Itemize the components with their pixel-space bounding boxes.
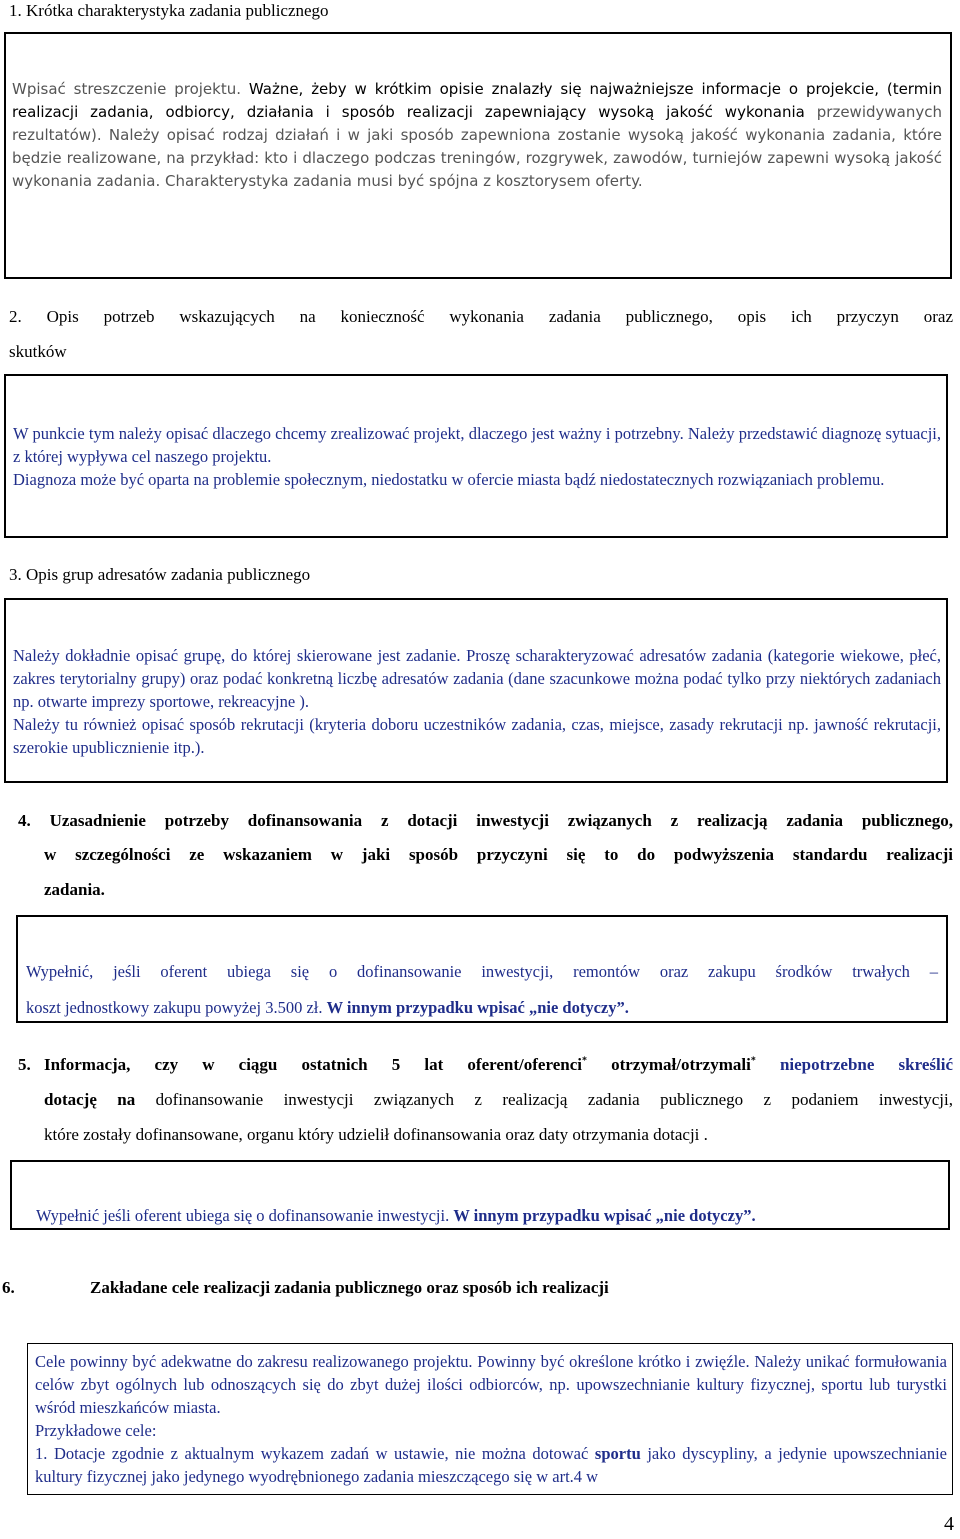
s5-blue-note: niepotrzebne skreślić (755, 1055, 953, 1074)
s6-paragraph-1: Cele powinny być adekwatne do zakresu realizowanego projektu. Powinny być określone krótko i zwięźle. Należy unikać formułowania celów zbyt ogólnych lub odnoszących się do zbyt dużej ilości odbiorców, np. upowszechnianie kultury fizycznej, sportu lub turystki wśród mieszkańców miasta. (35, 1352, 947, 1417)
section-6-text (35, 1350, 947, 1488)
section-6-number: 6. (2, 1278, 15, 1297)
s6-p3-text-c: jako dyscypliny, a jedynie upowszechnianie kultury fizycznej jako jedynego wyodrębnionego zadania mieszczącego się w art.4 w (35, 1444, 947, 1486)
s2-paragraph-1: W punkcie tym należy opisać dlaczego chcemy zrealizować projekt, dlaczego jest ważny i potrzebny. Należy przedstawić diagnozę sytuacji, z której wypływa cel naszego projektu. (13, 424, 941, 466)
section-6-heading: Zakładane cele realizacji zadania publicznego oraz sposób ich realizacji (90, 1278, 609, 1297)
s1-gray-text: przewidywanych rezultatów). Należy opisać rodzaj działań i w jaki sposób zapewniona zostanie wysoką jakość wykonania zadania, które będzie realizowane, na przykład: kto i dlaczego podczas treningów, rozgrywek, zawodów, turniejów zapewni wysoką jakość wykonania zadania. Charakterystyka zadania musi być spójna z kosztorysem oferty. (12, 103, 942, 190)
section-5-heading-line-3: które zostały dofinansowane, organu który udzielił dofinansowania oraz daty otrzymania dotacji . (44, 1125, 708, 1144)
section-3-box[interactable] (4, 598, 948, 783)
section-2-box[interactable] (4, 374, 948, 538)
section-4-heading-line-3: zadania. (44, 880, 105, 899)
section-1-text (12, 78, 942, 193)
section-5-number: 5. (18, 1055, 31, 1074)
s1-black-text: Ważne, żeby w krótkim opisie znalazły się najważniejsze informacje o projekcie, (termin realizacji zadania, odbiorcy, działania i sposób realizacji zapewniający wysoką jakość wykonania (12, 80, 942, 121)
section-5-heading-line-2 (44, 1083, 953, 1117)
section-3-text (13, 644, 941, 759)
section-5-box[interactable] (10, 1160, 950, 1230)
section-3-heading: 3. Opis grup adresatów zadania publicznego (9, 565, 311, 584)
s4-line-2-text: koszt jednostkowy zakupu powyżej 3.500 zł. (26, 998, 327, 1017)
s6-p3-text-a: 1. Dotacje zgodnie z aktualnym wykazem zadań w ustawie, nie można dotować (35, 1444, 595, 1463)
s1-gray-intro: Wpisać streszczenie projektu. (12, 80, 249, 98)
s5-bold-1: Informacja, czy w ciągu ostatnich 5 lat oferent/oferenci (44, 1055, 582, 1074)
section-6-box[interactable] (27, 1343, 953, 1495)
s4-line-2 (26, 990, 629, 1026)
page-number: 4 (944, 1513, 954, 1535)
section-5-heading-line-1 (44, 1048, 953, 1082)
s3-paragraph-1: Należy dokładnie opisać grupę, do której skierowane jest zadanie. Proszę scharakteryzować adresatów zadania (kategorie wiekowe, płeć, zakres terytorialny grupy) oraz podać konkretną liczbę adresatów zadania (dane szacunkowe można podać tylko przy niektórych zadaniach np. otwarte imprezy sportowe, rekreacyjne ). (13, 646, 941, 711)
s4-line-2-bold: W innym przypadku wpisać „nie dotyczy”. (326, 998, 629, 1017)
section-2-text (13, 422, 941, 491)
section-2-heading-2: skutków (9, 342, 67, 361)
s4-line-1: Wypełnić, jeśli oferent ubiega się o dofinansowanie inwestycji, remontów oraz zakupu środków trwałych – (26, 962, 938, 981)
s5-box-bold: W innym przypadku wpisać „nie dotyczy”. (453, 1206, 756, 1225)
s6-paragraph-2: Przykładowe cele: (35, 1421, 157, 1440)
s3-paragraph-2: Należy tu również opisać sposób rekrutacji (kryteria doboru uczestników zadania, czas, miejsce, zasady rekrutacji np. jawność rekrutacji, szerokie upublicznienie itp.). (13, 715, 941, 757)
section-1-heading: 1. Krótka charakterystyka zadania publicznego (9, 1, 329, 20)
s6-p3-bold: sportu (594, 1444, 641, 1463)
section-1-box[interactable] (4, 32, 952, 279)
section-2-heading: 2. Opis potrzeb wskazujących na konieczność wykonania zadania publicznego, opis ich przyczyn oraz (9, 307, 953, 326)
s5-line-2-text: dofinansowanie inwestycji związanych z realizacją zadania publicznego z podaniem inwestycji, (135, 1090, 953, 1109)
footnote-star-1: * (581, 1055, 587, 1067)
s6-paragraph-3 (35, 1442, 947, 1488)
s2-paragraph-2: Diagnoza może być oparta na problemie społecznym, niedostatku w ofercie miasta bądź niedostatecznych rozwiązaniach problemu. (13, 470, 885, 489)
section-4-box[interactable] (16, 915, 948, 1023)
section-4-heading-line-2: w szczególności ze wskazaniem w jaki sposób przyczyni się to do podwyższenia standardu realizacji (44, 845, 953, 864)
s5-line-2-bold: dotację na (44, 1090, 136, 1109)
footnote-star-2: * (750, 1055, 756, 1067)
s5-box-text (36, 1204, 756, 1227)
s5-box-plain: Wypełnić jeśli oferent ubiega się o dofinansowanie inwestycji. (36, 1206, 454, 1225)
section-4-heading-line-1: 4. Uzasadnienie potrzeby dofinansowania z dotacji inwestycji związanych z realizacją zadania publicznego, (18, 811, 953, 830)
s5-bold-2: otrzymał/otrzymali (586, 1055, 751, 1074)
